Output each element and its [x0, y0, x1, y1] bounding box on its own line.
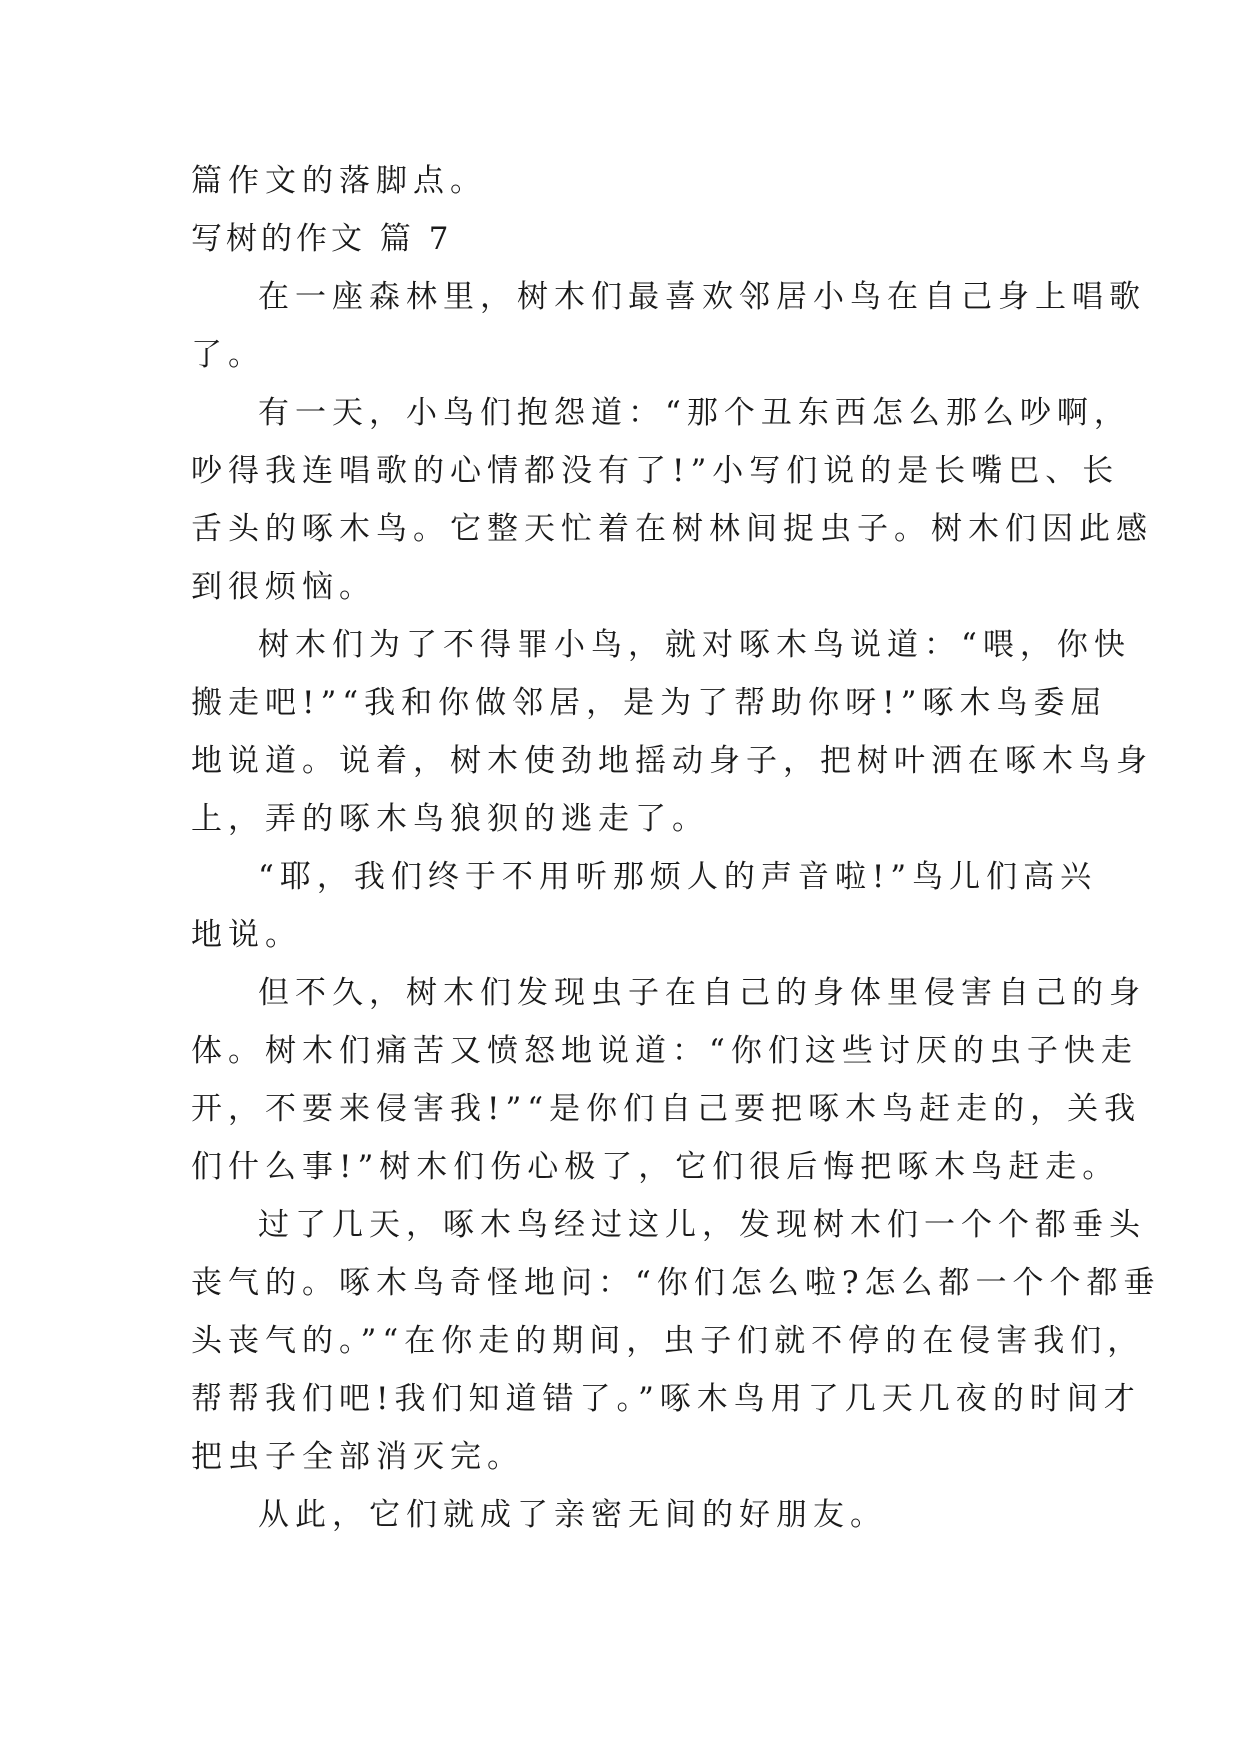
paragraph-line: 从此，它们就成了亲密无间的好朋友。	[258, 1497, 887, 1533]
paragraph-line: 有一天，小鸟们抱怨道：“那个丑东西怎么那么吵啊，	[258, 395, 1131, 431]
paragraph	[191, 616, 1153, 848]
paragraph	[191, 1196, 1161, 1486]
paragraph-line: 体。树木们痛苦又愤怒地说道：“你们这些讨厌的虫子快走	[191, 1033, 1138, 1069]
paragraph-line: 吵得我连唱歌的心情都没有了!”小写们说的是长嘴巴、长	[191, 453, 1120, 489]
paragraph	[191, 1486, 1053, 1544]
lead-in-line: 篇作文的落脚点。	[191, 163, 487, 199]
paragraph	[191, 964, 1146, 1196]
paragraph-line: 们什么事!”树木们伤心极了，它们很后悔把啄木鸟赶走。	[191, 1149, 1120, 1185]
paragraph-line: 把虫子全部消灭完。	[191, 1439, 524, 1475]
paragraph	[191, 268, 1146, 384]
paragraph-line: 帮帮我们吧!我们知道错了。”啄木鸟用了几天几夜的时间才	[191, 1381, 1141, 1417]
paragraph-line: 搬走吧!”“我和你做邻居，是为了帮助你呀!”啄木鸟委屈	[191, 685, 1108, 721]
paragraph-line: 开，不要来侵害我!”“是你们自己要把啄木鸟赶走的，关我	[191, 1091, 1142, 1127]
paragraph-line: 在一座森林里，树木们最喜欢邻居小鸟在自己身上唱歌	[258, 279, 1146, 315]
paragraph	[191, 384, 1153, 616]
paragraph-line: 丧气的。啄木鸟奇怪地问：“你们怎么啦?怎么都一个个都垂	[191, 1265, 1161, 1301]
paragraph-line: 地说。	[191, 917, 302, 953]
paragraph-line: 地说道。说着，树木使劲地摇动身子，把树叶洒在啄木鸟身	[191, 743, 1153, 779]
paragraph-line: 上，弄的啄木鸟狼狈的逃走了。	[191, 801, 709, 837]
paragraph-line: 了。	[191, 337, 265, 373]
paragraph	[191, 848, 1098, 964]
paragraph-line: 头丧气的。”“在你走的期间，虫子们就不停的在侵害我们，	[191, 1323, 1145, 1359]
paragraph-line: “耶，我们终于不用听那烦人的声音啦!”鸟儿们高兴	[258, 859, 1098, 895]
paragraph-line: 舌头的啄木鸟。它整天忙着在树林间捉虫子。树木们因此感	[191, 511, 1153, 547]
paragraph-line: 到很烦恼。	[191, 569, 376, 605]
paragraph-line: 过了几天，啄木鸟经过这儿，发现树木们一个个都垂头	[258, 1207, 1146, 1243]
paragraph-line: 树木们为了不得罪小鸟，就对啄木鸟说道：“喂，你快	[258, 627, 1131, 663]
section-heading: 写树的作文 篇 7	[191, 221, 453, 257]
paragraph-line: 但不久，树木们发现虫子在自己的身体里侵害自己的身	[258, 975, 1146, 1011]
document-page	[191, 152, 1161, 1544]
